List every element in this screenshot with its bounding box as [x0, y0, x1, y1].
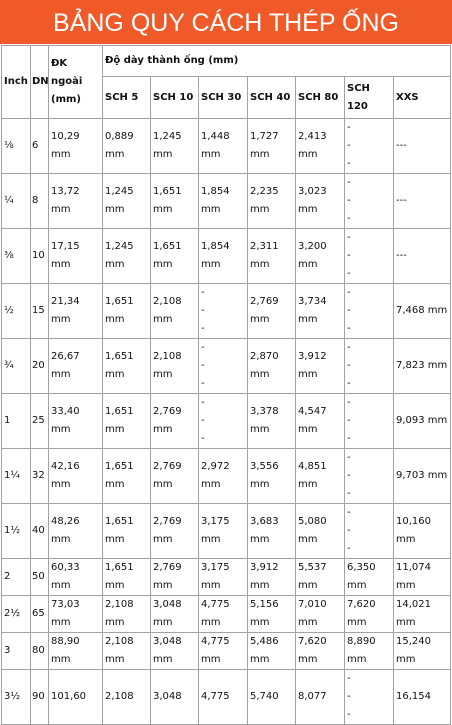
sch-10-cell: [151, 449, 199, 504]
dn-value: 40: [32, 525, 45, 536]
sch-30-cell: [199, 559, 248, 596]
inch-cell: [2, 174, 31, 229]
sch-40-value: 2,311 mm: [250, 241, 279, 270]
sch-40-cell: [248, 339, 296, 394]
table-row: [2, 119, 451, 174]
sch-10-cell: [151, 174, 199, 229]
xxs-value: 10,160 mm: [396, 516, 431, 545]
sch-40-cell: [248, 633, 296, 670]
xxs-header: [394, 77, 451, 119]
sch-30-cell: [199, 504, 248, 559]
sch-30-value: ---: [201, 287, 205, 334]
sch-40-cell: [248, 504, 296, 559]
outer-diameter-cell: [49, 633, 103, 670]
sch-120-cell: [345, 229, 394, 284]
xxs-cell: [394, 449, 451, 504]
sch-10-value: 3,048 mm: [153, 599, 182, 628]
sch-10-cell: [151, 559, 199, 596]
sch-120-value: ---: [347, 122, 351, 169]
table-row: [2, 229, 451, 284]
inch-value: ⅜: [4, 250, 14, 261]
sch-30-value: 3,175 mm: [201, 562, 230, 591]
sch-80-value: 5,080 mm: [298, 516, 327, 545]
sch-80-header-label: SCH 80: [298, 91, 339, 103]
dn-value: 15: [32, 305, 45, 316]
sch-40-header-label: SCH 40: [250, 91, 291, 103]
sch-40-value: 5,156 mm: [250, 599, 279, 628]
header-row-top: [2, 46, 451, 77]
inch-header: [2, 46, 31, 119]
inch-value: 1: [4, 415, 11, 426]
sch-10-value: 3,048 mm: [153, 636, 182, 665]
inch-cell: [2, 596, 31, 633]
sch-30-cell: [199, 394, 248, 449]
sch-5-header: [103, 77, 151, 119]
inch-value: 1½: [4, 525, 21, 536]
inch-cell: [2, 633, 31, 670]
sch-80-cell: [296, 394, 345, 449]
sch-10-cell: [151, 394, 199, 449]
sch-120-value: ---: [347, 232, 351, 279]
wall-thickness-header-label: Độ dày thành ống (mm): [105, 55, 239, 66]
sch-10-value: 2,769 mm: [153, 461, 182, 490]
sch-30-cell: [199, 633, 248, 670]
sch-5-cell: [103, 229, 151, 284]
outer-diameter-value: 26,67 mm: [51, 351, 80, 380]
sch-40-value: 2,235 mm: [250, 186, 279, 215]
sch-80-value: 7,010 mm: [298, 599, 327, 628]
sch-120-header-label: SCH 120: [347, 82, 370, 112]
sch-120-cell: [345, 559, 394, 596]
sch-120-cell: [345, 339, 394, 394]
outer-diameter-value: 60,33 mm: [51, 562, 80, 591]
sch-30-value: 4,775: [201, 691, 230, 702]
sch-5-cell: [103, 633, 151, 670]
sch-40-value: 2,769 mm: [250, 296, 279, 325]
sch-30-value: 1,854 mm: [201, 186, 230, 215]
dn-cell: [31, 559, 49, 596]
sch-30-cell: [199, 119, 248, 174]
dn-value: 50: [32, 571, 45, 582]
sch-80-cell: [296, 504, 345, 559]
sch-10-value: 2,108 mm: [153, 296, 182, 325]
inch-cell: [2, 284, 31, 339]
outer-diameter-value: 48,26 mm: [51, 516, 80, 545]
sch-80-cell: [296, 284, 345, 339]
sch-120-value: ---: [347, 673, 351, 720]
sch-30-header-label: SCH 30: [201, 91, 242, 103]
inch-value: 2½: [4, 608, 21, 619]
dn-cell: [31, 670, 49, 725]
xxs-value: ---: [396, 250, 407, 261]
sch-10-cell: [151, 284, 199, 339]
dn-cell: [31, 229, 49, 284]
sch-5-cell: [103, 119, 151, 174]
outer-diameter-cell: [49, 394, 103, 449]
dn-cell: [31, 449, 49, 504]
xxs-cell: [394, 229, 451, 284]
sch-10-cell: [151, 119, 199, 174]
sch-10-value: 2,108 mm: [153, 351, 182, 380]
sch-80-cell: [296, 229, 345, 284]
sch-10-value: 1,651 mm: [153, 186, 182, 215]
sch-10-cell: [151, 596, 199, 633]
inch-cell: [2, 504, 31, 559]
sch-10-cell: [151, 670, 199, 725]
inch-header-label: Inch: [4, 76, 28, 87]
sch-40-value: 3,378 mm: [250, 406, 279, 435]
outer-diameter-cell: [49, 339, 103, 394]
sch-10-value: 1,245 mm: [153, 131, 182, 160]
sch-80-value: 3,912 mm: [298, 351, 327, 380]
sch-40-value: 5,486 mm: [250, 636, 279, 665]
sch-40-cell: [248, 284, 296, 339]
sch-10-value: 2,769 mm: [153, 516, 182, 545]
sch-5-value: 1,245 mm: [105, 241, 134, 270]
sch-40-header: [248, 77, 296, 119]
sch-80-value: 3,023 mm: [298, 186, 327, 215]
inch-cell: [2, 559, 31, 596]
wall-thickness-header: [103, 46, 451, 77]
sch-5-cell: [103, 449, 151, 504]
sch-120-value: 6,350 mm: [347, 562, 376, 591]
sch-80-value: 7,620 mm: [298, 636, 327, 665]
dn-value: 20: [32, 360, 45, 371]
sch-120-value: ---: [347, 287, 351, 334]
sch-5-header-label: SCH 5: [105, 91, 139, 103]
xxs-value: 9,703 mm: [396, 470, 448, 481]
sch-5-value: 2,108 mm: [105, 636, 134, 665]
page-banner: [0, 0, 452, 44]
inch-value: 2: [4, 571, 11, 582]
sch-30-cell: [199, 670, 248, 725]
outer-diameter-value: 17,15 mm: [51, 241, 80, 270]
dn-value: 32: [32, 470, 45, 481]
inch-cell: [2, 670, 31, 725]
sch-80-cell: [296, 339, 345, 394]
xxs-value: 11,074 mm: [396, 562, 431, 591]
sch-5-cell: [103, 174, 151, 229]
xxs-value: 16,154: [396, 691, 431, 702]
outer-diameter-value: 21,34 mm: [51, 296, 80, 325]
sch-30-cell: [199, 449, 248, 504]
dn-value: 90: [32, 691, 45, 702]
xxs-cell: [394, 670, 451, 725]
xxs-cell: [394, 119, 451, 174]
sch-30-value: 4,775 mm: [201, 636, 230, 665]
sch-30-value: 1,448 mm: [201, 131, 230, 160]
sch-80-value: 5,537 mm: [298, 562, 327, 591]
dn-cell: [31, 284, 49, 339]
inch-value: ⅛: [4, 140, 14, 151]
inch-cell: [2, 229, 31, 284]
xxs-value: 14,021 mm: [396, 599, 431, 628]
sch-80-header: [296, 77, 345, 119]
sch-10-value: 2,769 mm: [153, 406, 182, 435]
dn-cell: [31, 339, 49, 394]
xxs-cell: [394, 394, 451, 449]
sch-120-value: ---: [347, 177, 351, 224]
sch-80-value: 3,734 mm: [298, 296, 327, 325]
inch-cell: [2, 449, 31, 504]
xxs-cell: [394, 633, 451, 670]
inch-value: 3: [4, 645, 11, 656]
sch-120-cell: [345, 174, 394, 229]
inch-cell: [2, 339, 31, 394]
sch-10-cell: [151, 229, 199, 284]
sch-40-cell: [248, 596, 296, 633]
sch-80-cell: [296, 596, 345, 633]
sch-80-cell: [296, 670, 345, 725]
xxs-cell: [394, 596, 451, 633]
xxs-value: 7,823 mm: [396, 360, 448, 371]
sch-40-value: 2,870 mm: [250, 351, 279, 380]
sch-5-cell: [103, 504, 151, 559]
inch-cell: [2, 119, 31, 174]
sch-30-value: ---: [201, 342, 205, 389]
sch-5-value: 2,108: [105, 691, 134, 702]
sch-120-value: 7,620 mm: [347, 599, 376, 628]
inch-value: 3½: [4, 691, 21, 702]
sch-80-cell: [296, 174, 345, 229]
sch-80-cell: [296, 633, 345, 670]
outer-diameter-value: 13,72 mm: [51, 186, 80, 215]
sch-120-cell: [345, 504, 394, 559]
sch-30-cell: [199, 596, 248, 633]
dn-value: 65: [32, 608, 45, 619]
table-row: [2, 559, 451, 596]
sch-10-cell: [151, 339, 199, 394]
outer-diameter-cell: [49, 229, 103, 284]
sch-10-value: 3,048: [153, 691, 182, 702]
outer-diameter-value: 73,03 mm: [51, 599, 80, 628]
outer-diameter-value: 10,29 mm: [51, 131, 80, 160]
sch-120-cell: [345, 596, 394, 633]
sch-30-header: [199, 77, 248, 119]
sch-80-cell: [296, 449, 345, 504]
sch-5-cell: [103, 596, 151, 633]
sch-40-value: 1,727 mm: [250, 131, 279, 160]
table-row: [2, 633, 451, 670]
sch-5-value: 2,108 mm: [105, 599, 134, 628]
table-row: [2, 670, 451, 725]
sch-30-cell: [199, 284, 248, 339]
outer-diameter-header-label: ĐK ngoài (mm): [51, 58, 83, 105]
sch-5-cell: [103, 670, 151, 725]
dn-value: 6: [32, 140, 39, 151]
sch-120-cell: [345, 119, 394, 174]
inch-value: ½: [4, 305, 14, 316]
sch-120-cell: [345, 633, 394, 670]
sch-5-cell: [103, 284, 151, 339]
dn-cell: [31, 119, 49, 174]
xxs-cell: [394, 284, 451, 339]
sch-40-cell: [248, 559, 296, 596]
sch-10-header-label: SCH 10: [153, 91, 194, 103]
sch-5-value: 1,651 mm: [105, 351, 134, 380]
dn-cell: [31, 596, 49, 633]
sch-120-cell: [345, 284, 394, 339]
sch-120-cell: [345, 394, 394, 449]
table-row: [2, 284, 451, 339]
xxs-cell: [394, 559, 451, 596]
sch-5-value: 1,651 mm: [105, 562, 134, 591]
sch-80-cell: [296, 559, 345, 596]
sch-80-value: 2,413 mm: [298, 131, 327, 160]
steel-pipe-spec-table: [1, 45, 451, 725]
inch-cell: [2, 394, 31, 449]
outer-diameter-header: [49, 46, 103, 119]
sch-10-value: 2,769 mm: [153, 562, 182, 591]
sch-30-cell: [199, 339, 248, 394]
dn-header: [31, 46, 49, 119]
sch-40-cell: [248, 449, 296, 504]
sch-5-cell: [103, 559, 151, 596]
sch-80-value: 4,851 mm: [298, 461, 327, 490]
sch-40-cell: [248, 229, 296, 284]
dn-header-label: DN: [32, 76, 49, 87]
outer-diameter-value: 88,90 mm: [51, 636, 80, 665]
sch-5-cell: [103, 394, 151, 449]
sch-120-value: ---: [347, 397, 351, 444]
dn-cell: [31, 633, 49, 670]
xxs-value: 7,468 mm: [396, 305, 448, 316]
sch-5-value: 1,651 mm: [105, 296, 134, 325]
dn-value: 25: [32, 415, 45, 426]
outer-diameter-cell: [49, 559, 103, 596]
xxs-value: 15,240 mm: [396, 636, 431, 665]
sch-120-value: ---: [347, 507, 351, 554]
xxs-cell: [394, 339, 451, 394]
outer-diameter-cell: [49, 119, 103, 174]
sch-120-header: [345, 77, 394, 119]
sch-10-cell: [151, 633, 199, 670]
sch-120-value: 8,890 mm: [347, 636, 376, 665]
inch-value: 1¼: [4, 470, 21, 481]
sch-30-value: 2,972 mm: [201, 461, 230, 490]
sch-30-value: 3,175 mm: [201, 516, 230, 545]
sch-10-header: [151, 77, 199, 119]
dn-cell: [31, 174, 49, 229]
sch-40-cell: [248, 670, 296, 725]
sch-30-value: 1,854 mm: [201, 241, 230, 270]
table-row: [2, 596, 451, 633]
sch-30-value: ---: [201, 397, 205, 444]
table-body: [2, 119, 451, 725]
table-row: [2, 504, 451, 559]
outer-diameter-value: 101,60: [51, 691, 86, 702]
sch-40-cell: [248, 394, 296, 449]
table-row: [2, 339, 451, 394]
xxs-header-label: XXS: [396, 91, 419, 103]
xxs-value: 9,093 mm: [396, 415, 448, 426]
sch-5-value: 1,651 mm: [105, 516, 134, 545]
sch-30-value: 4,775 mm: [201, 599, 230, 628]
outer-diameter-value: 42,16 mm: [51, 461, 80, 490]
table-header: [2, 46, 451, 119]
table-row: [2, 174, 451, 229]
sch-40-value: 5,740: [250, 691, 279, 702]
sch-40-value: 3,683 mm: [250, 516, 279, 545]
sch-5-cell: [103, 339, 151, 394]
dn-cell: [31, 394, 49, 449]
dn-value: 80: [32, 645, 45, 656]
dn-value: 8: [32, 195, 39, 206]
xxs-value: ---: [396, 195, 407, 206]
sch-10-cell: [151, 504, 199, 559]
page-title: BẢNG QUY CÁCH THÉP ỐNG: [53, 9, 399, 37]
table-row: [2, 394, 451, 449]
outer-diameter-value: 33,40 mm: [51, 406, 80, 435]
sch-120-cell: [345, 670, 394, 725]
outer-diameter-cell: [49, 174, 103, 229]
sch-40-value: 3,556 mm: [250, 461, 279, 490]
sch-80-value: 3,200 mm: [298, 241, 327, 270]
sch-30-cell: [199, 174, 248, 229]
inch-value: ¼: [4, 195, 14, 206]
sch-10-value: 1,651 mm: [153, 241, 182, 270]
sch-5-value: 1,245 mm: [105, 186, 134, 215]
sch-5-value: 1,651 mm: [105, 461, 134, 490]
sch-120-value: ---: [347, 452, 351, 499]
sch-80-cell: [296, 119, 345, 174]
sch-120-cell: [345, 449, 394, 504]
outer-diameter-cell: [49, 504, 103, 559]
outer-diameter-cell: [49, 596, 103, 633]
table-row: [2, 449, 451, 504]
xxs-value: ---: [396, 140, 407, 151]
sch-80-value: 4,547 mm: [298, 406, 327, 435]
sch-120-value: ---: [347, 342, 351, 389]
sch-40-cell: [248, 174, 296, 229]
sch-80-value: 8,077: [298, 691, 327, 702]
sch-30-cell: [199, 229, 248, 284]
outer-diameter-cell: [49, 449, 103, 504]
sch-5-value: 0,889 mm: [105, 131, 134, 160]
outer-diameter-cell: [49, 284, 103, 339]
sch-40-value: 3,912 mm: [250, 562, 279, 591]
sch-40-cell: [248, 119, 296, 174]
dn-cell: [31, 504, 49, 559]
dn-value: 10: [32, 250, 45, 261]
outer-diameter-cell: [49, 670, 103, 725]
xxs-cell: [394, 174, 451, 229]
inch-value: ¾: [4, 360, 14, 371]
xxs-cell: [394, 504, 451, 559]
sch-5-value: 1,651 mm: [105, 406, 134, 435]
